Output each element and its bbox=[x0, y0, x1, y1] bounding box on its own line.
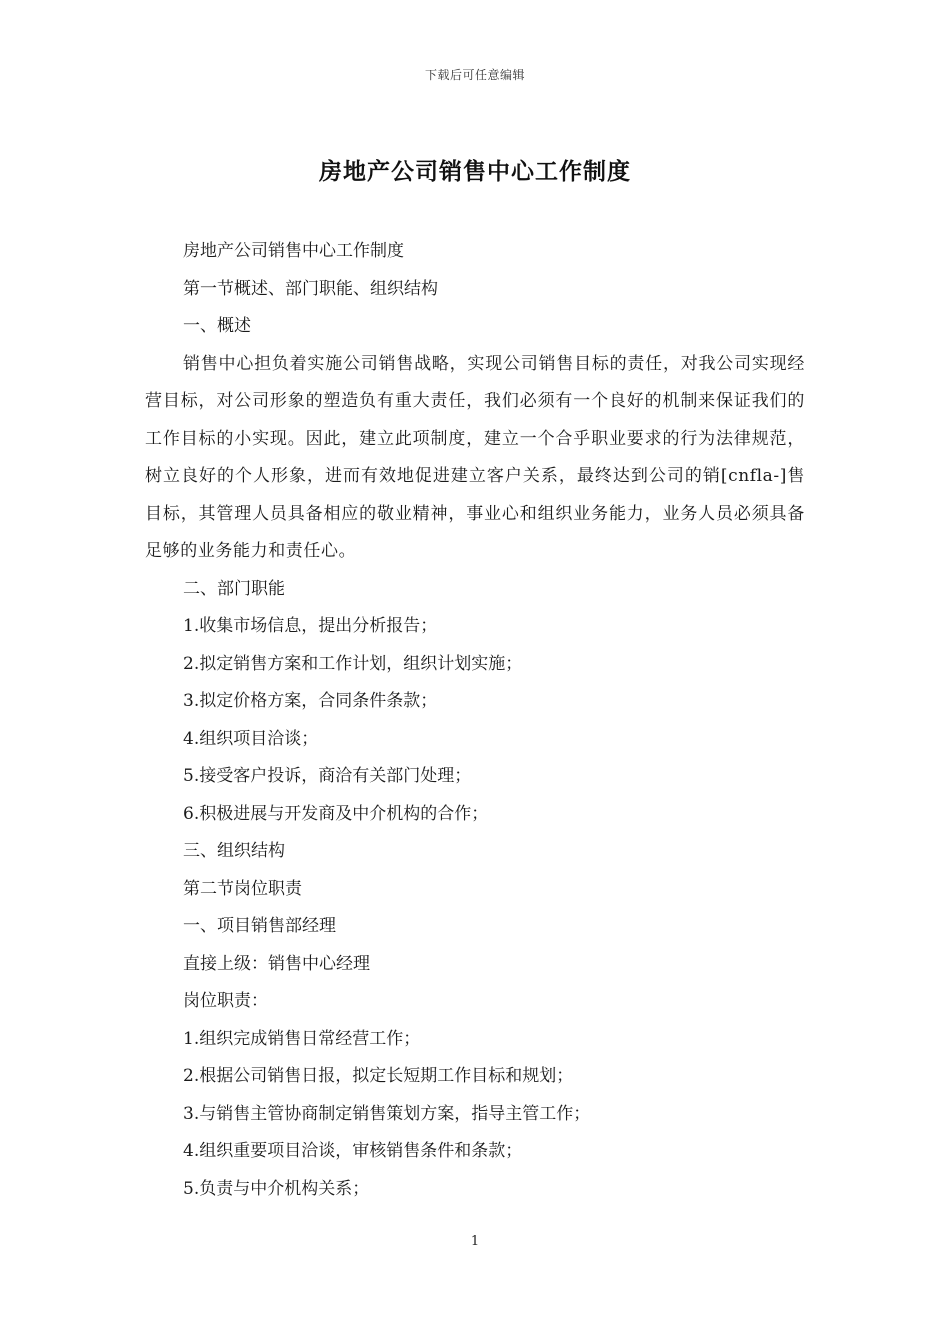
body-line: 房地产公司销售中心工作制度 bbox=[183, 241, 404, 261]
list-item: 2.根据公司销售日报，拟定长短期工作目标和规划； bbox=[183, 1066, 574, 1086]
section-heading: 第一节概述、部门职能、组织结构 bbox=[183, 278, 438, 299]
overview-paragraph: 销售中心担负着实施公司销售战略，实现公司销售目标的责任，对我公司实现经营目标，对公司形象的塑造负有重大责任，我们必须有一个良好的机制来保证我们的工作目标的小实现。因此，建立此项制度，建立一个合乎职业要求的行为法律规范，树立良好的个人形象，进而有效地促进建立客户关系，最终达到公司的销[cnfla-]售目标，其管理人员具备相应的敬业精神，事业心和组织业务能力，业务人员必须具备足够的业务能力和责任心。 bbox=[145, 353, 805, 561]
list-item: 1.收集市场信息，提出分析报告； bbox=[183, 616, 438, 636]
list-item: 1.组织完成销售日常经营工作； bbox=[183, 1028, 421, 1049]
document-body bbox=[145, 233, 805, 1208]
document-title: 房地产公司销售中心工作制度 bbox=[319, 159, 631, 185]
page-header: 下载后可任意编辑 bbox=[424, 68, 525, 82]
section-heading: 第二节岗位职责 bbox=[183, 878, 302, 899]
page-number: 1 bbox=[470, 1234, 480, 1249]
list-item: 5.负责与中介机构关系； bbox=[183, 1178, 370, 1199]
body-line: 岗位职责： bbox=[183, 991, 268, 1011]
list-item: 6.积极进展与开发商及中介机构的合作； bbox=[183, 803, 489, 824]
subsection-heading: 一、概述 bbox=[183, 316, 251, 336]
subsection-heading: 三、组织结构 bbox=[183, 841, 285, 861]
list-item: 5.接受客户投诉，商洽有关部门处理； bbox=[183, 766, 472, 786]
list-item: 3.与销售主管协商制定销售策划方案，指导主管工作； bbox=[183, 1103, 591, 1124]
list-item: 4.组织项目洽谈； bbox=[183, 728, 319, 749]
list-item: 2.拟定销售方案和工作计划，组织计划实施； bbox=[183, 653, 523, 674]
body-line: 直接上级：销售中心经理 bbox=[183, 953, 370, 974]
subsection-heading: 一、项目销售部经理 bbox=[183, 916, 336, 936]
list-item: 4.组织重要项目洽谈，审核销售条件和条款； bbox=[183, 1141, 523, 1161]
list-item: 3.拟定价格方案，合同条件条款； bbox=[183, 691, 438, 711]
subsection-heading: 二、部门职能 bbox=[183, 578, 285, 599]
